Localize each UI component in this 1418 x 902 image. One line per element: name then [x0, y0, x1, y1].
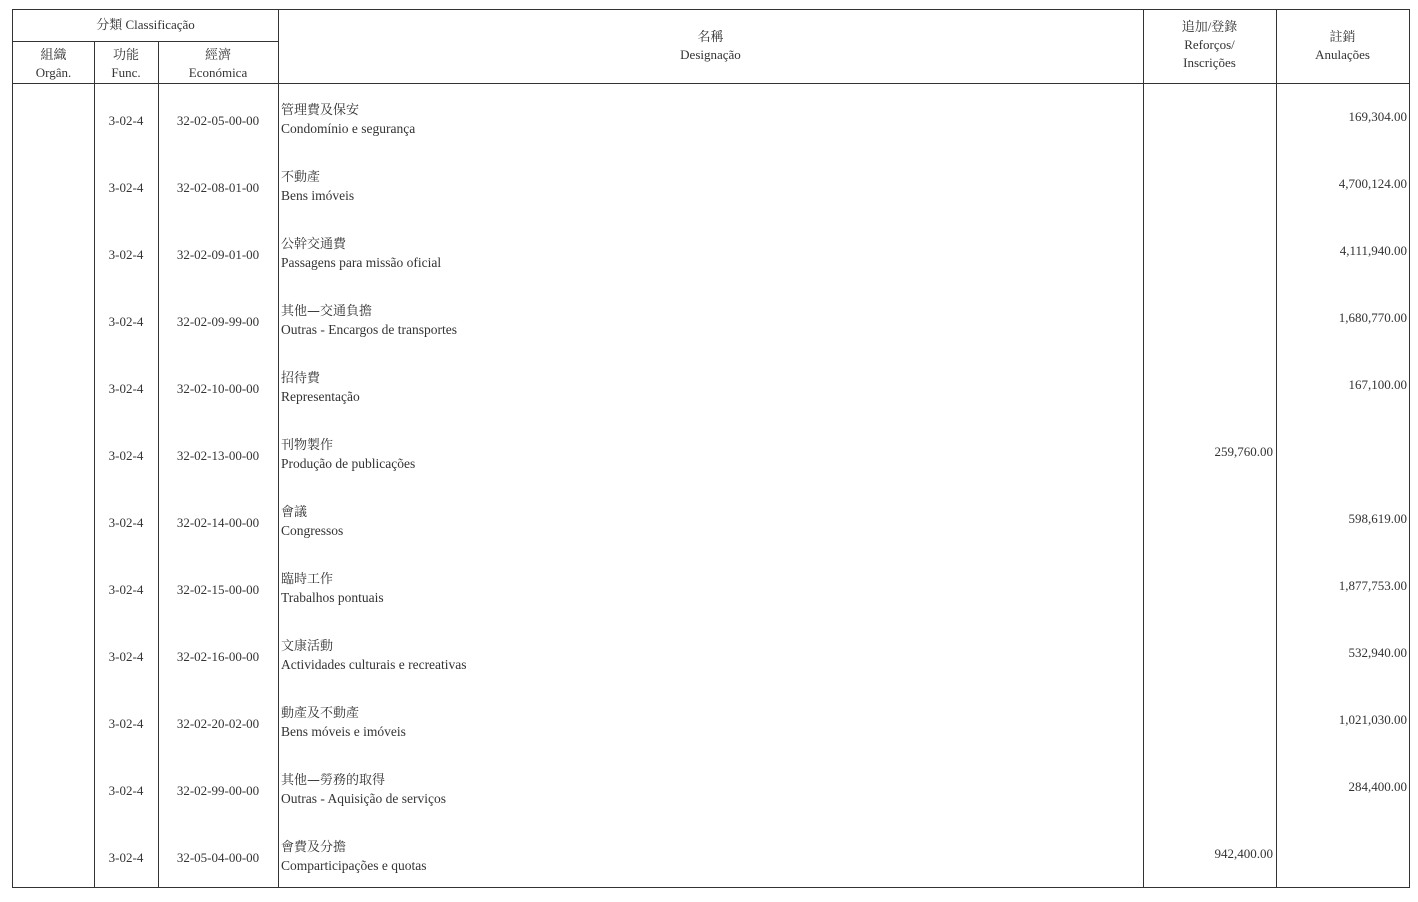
designation-header [278, 28, 1143, 64]
func-code: 3-02-4 [108, 783, 144, 798]
econ-header [158, 46, 278, 82]
designation-pt: Trabalhos pontuais [281, 590, 384, 605]
econ-code: 32-02-13-00-00 [176, 448, 260, 463]
func-code: 3-02-4 [108, 247, 144, 262]
organ-header [13, 46, 94, 82]
designation-zh: 其他—交通負擔 [281, 304, 373, 319]
func-code: 3-02-4 [108, 448, 144, 463]
func-header-pt: Func. [111, 65, 141, 80]
reinforcement-header [1143, 18, 1276, 72]
designation [281, 102, 415, 138]
organ-header-pt: Orgân. [35, 65, 72, 80]
cancellation-amount: 4,700,124.00 [1338, 176, 1407, 191]
table-row [13, 92, 1409, 159]
designation [281, 772, 446, 808]
designation-pt: Passagens para missão oficial [281, 255, 442, 270]
econ-code: 32-02-09-99-00 [176, 314, 260, 329]
designation [281, 370, 360, 406]
designation [281, 437, 415, 473]
designation-pt: Bens imóveis [281, 188, 355, 203]
table-row [13, 293, 1409, 360]
econ-header-pt: Económica [188, 65, 248, 80]
econ-code: 32-02-09-01-00 [176, 247, 260, 262]
econ-code: 32-02-15-00-00 [176, 582, 260, 597]
designation-zh: 公幹交通費 [281, 237, 347, 252]
func-header-zh: 功能 [112, 47, 139, 62]
designation-zh: 文康活動 [281, 639, 334, 654]
func-code: 3-02-4 [108, 314, 144, 329]
reinforcement-amount: 942,400.00 [1214, 846, 1273, 861]
table-row [13, 159, 1409, 226]
table-row [13, 829, 1409, 896]
cancellation-amount: 1,021,030.00 [1338, 712, 1407, 727]
designation [281, 638, 467, 674]
designation [281, 504, 343, 540]
reinforcement-header-pt1: Reforços/ [1184, 37, 1235, 52]
designation-pt: Representação [281, 389, 360, 404]
econ-code: 32-02-08-01-00 [176, 180, 260, 195]
designation [281, 236, 441, 272]
designation-header-pt: Designação [680, 47, 741, 62]
designation-header-zh: 名稱 [697, 29, 724, 44]
reinforcement-amount: 259,760.00 [1214, 444, 1273, 459]
econ-code: 32-02-05-00-00 [176, 113, 260, 128]
econ-code: 32-02-10-00-00 [176, 381, 260, 396]
table-row [13, 628, 1409, 695]
table-row [13, 226, 1409, 293]
designation-pt: Produção de publicações [281, 456, 416, 471]
designation [281, 571, 384, 607]
cancellation-amount: 284,400.00 [1348, 779, 1407, 794]
designation-zh: 會議 [281, 505, 308, 520]
designation [281, 839, 426, 875]
designation-pt: Bens móveis e imóveis [281, 724, 406, 739]
table-row [13, 695, 1409, 762]
budget-table [12, 9, 1410, 888]
func-code: 3-02-4 [108, 113, 144, 128]
designation-pt: Actividades culturais e recreativas [281, 657, 467, 672]
designation-pt: Congressos [281, 523, 344, 538]
designation-zh: 刊物製作 [281, 438, 334, 453]
cancellation-header-zh: 註銷 [1329, 29, 1356, 44]
designation-zh: 不動產 [281, 170, 321, 185]
organ-header-zh: 組織 [40, 47, 67, 62]
econ-code: 32-02-16-00-00 [176, 649, 260, 664]
designation-zh: 臨時工作 [281, 572, 334, 587]
econ-code: 32-05-04-00-00 [176, 850, 260, 865]
designation-zh: 招待費 [281, 371, 321, 386]
designation-zh: 動產及不動產 [281, 706, 360, 721]
cancellation-amount: 1,877,753.00 [1338, 578, 1407, 593]
table-row [13, 762, 1409, 829]
econ-header-zh: 經濟 [204, 47, 231, 62]
func-code: 3-02-4 [108, 582, 144, 597]
designation-zh: 會費及分擔 [281, 840, 347, 855]
cancellation-amount: 1,680,770.00 [1338, 310, 1407, 325]
designation-zh: 管理費及保安 [281, 103, 360, 118]
econ-code: 32-02-14-00-00 [176, 515, 260, 530]
header-divider [13, 41, 278, 42]
cancellation-amount: 4,111,940.00 [1339, 243, 1407, 258]
designation-pt: Outras - Aquisição de serviços [281, 791, 446, 806]
designation-pt: Outras - Encargos de transportes [281, 322, 457, 337]
econ-code: 32-02-20-02-00 [176, 716, 260, 731]
reinforcement-header-zh: 追加/登錄 [1181, 19, 1238, 34]
cancellation-amount: 169,304.00 [1348, 109, 1407, 124]
cancellation-amount: 167,100.00 [1348, 377, 1407, 392]
table-row [13, 360, 1409, 427]
designation-zh: 其他—勞務的取得 [281, 773, 386, 788]
func-code: 3-02-4 [108, 381, 144, 396]
table-row [13, 561, 1409, 628]
classification-header: 分類 Classificação [96, 17, 195, 32]
designation-pt: Comparticipações e quotas [281, 858, 427, 873]
func-code: 3-02-4 [108, 850, 144, 865]
reinforcement-header-pt2: Inscrições [1183, 55, 1236, 70]
cancellation-header-pt: Anulações [1315, 47, 1370, 62]
header-bottom-line [13, 83, 1409, 84]
designation [281, 303, 457, 339]
func-header [94, 46, 158, 82]
func-code: 3-02-4 [108, 180, 144, 195]
func-code: 3-02-4 [108, 649, 144, 664]
func-code: 3-02-4 [108, 716, 144, 731]
designation [281, 705, 406, 741]
table-row [13, 427, 1409, 494]
cancellation-amount: 532,940.00 [1348, 645, 1407, 660]
cancellation-header [1276, 28, 1409, 64]
designation [281, 169, 354, 205]
table-row [13, 494, 1409, 561]
func-code: 3-02-4 [108, 515, 144, 530]
econ-code: 32-02-99-00-00 [176, 783, 260, 798]
cancellation-amount: 598,619.00 [1348, 511, 1407, 526]
designation-pt: Condomínio e segurança [281, 121, 416, 136]
